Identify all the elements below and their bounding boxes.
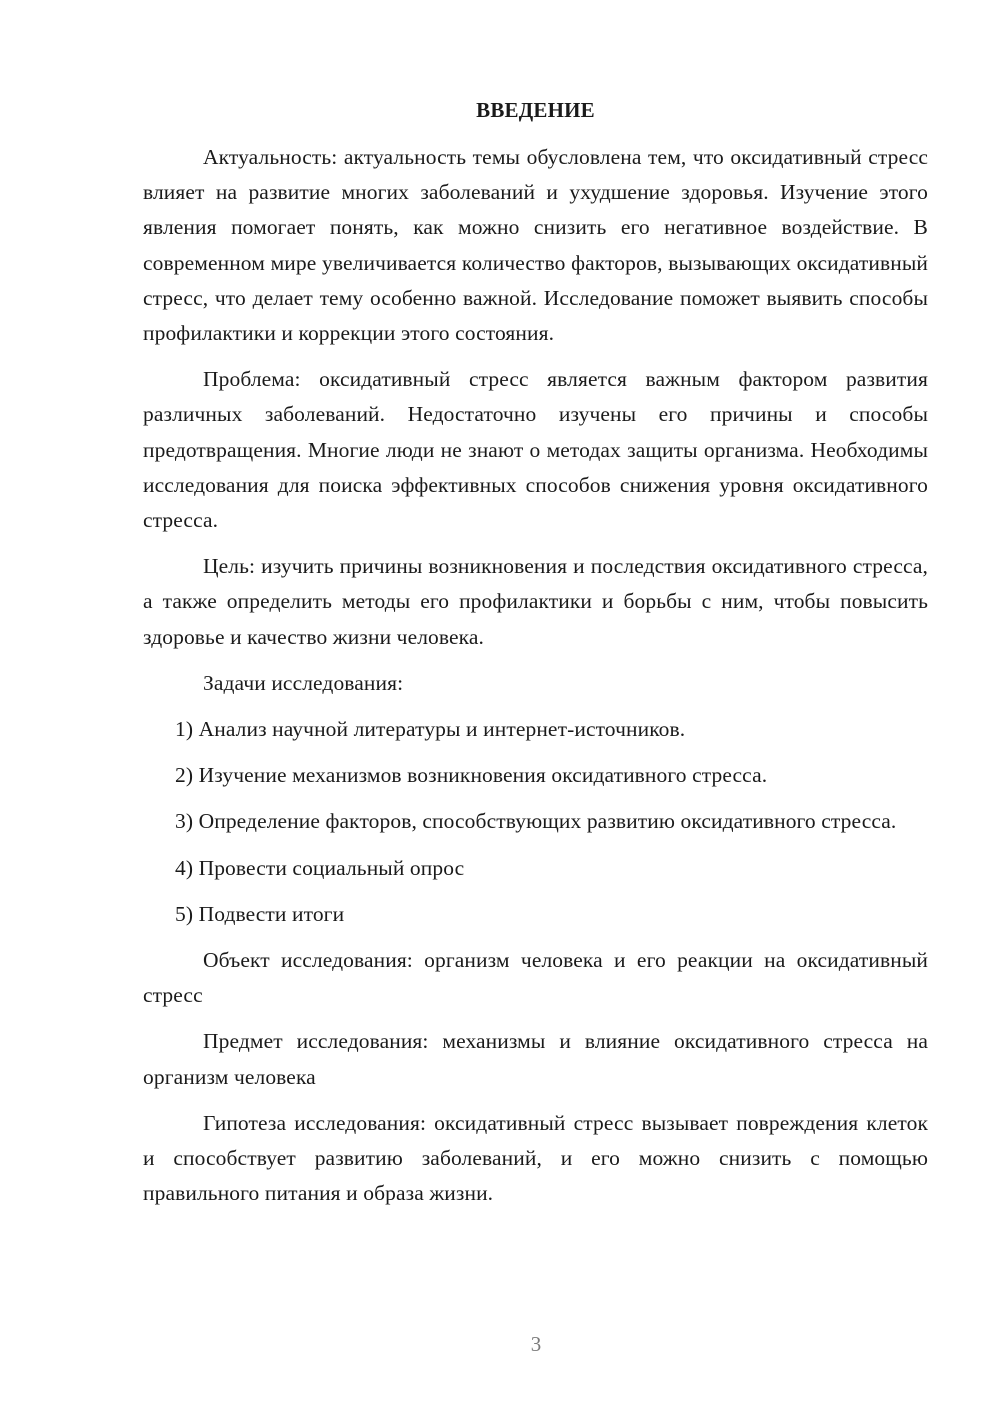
paragraph-problem: Проблема: оксидативный стресс является важным фактором развития различных заболеваний. Недостаточно изучены его причины и способы предотвращения. Многие люди не знают о методах защиты организма. Необходимы исследования для поиска эффективных способов снижения уровня оксидативного стресса. bbox=[143, 367, 928, 533]
task-item-5: 5) Подвести итоги bbox=[175, 901, 345, 926]
page-title: ВВЕДЕНИЕ bbox=[476, 98, 595, 122]
task-item-4: 4) Провести социальный опрос bbox=[175, 855, 465, 880]
paragraph-object: Объект исследования: организм человека и его реакции на оксидативный стресс bbox=[143, 948, 928, 1008]
page-content bbox=[143, 92, 928, 1222]
paragraph-hypothesis: Гипотеза исследования: оксидативный стресс вызывает повреждения клеток и способствует развитию заболеваний, и его можно снизить с помощью правильного питания и образа жизни. bbox=[143, 1110, 928, 1206]
paragraph-subject: Предмет исследования: механизмы и влияние оксидативного стресса на организм человека bbox=[143, 1029, 928, 1089]
task-item-3: 3) Определение факторов, способствующих развитию оксидативного стресса. bbox=[175, 809, 897, 834]
task-item-2: 2) Изучение механизмов возникновения оксидативного стресса. bbox=[175, 763, 768, 788]
paragraph-relevance: Актуальность: актуальность темы обусловлена тем, что оксидативный стресс влияет на развитие многих заболеваний и ухудшение здоровья. Изучение этого явления помогает понять, как можно снизить его негативное воздействие. В современном мире увеличивается количество факторов, вызывающих оксидативный стресс, что делает тему особенно важной. Исследование поможет выявить способы профилактики и коррекции этого состояния. bbox=[143, 145, 928, 346]
paragraph-goal: Цель: изучить причины возникновения и последствия оксидативного стресса, а также определить методы его профилактики и борьбы с ним, чтобы повысить здоровье и качество жизни человека. bbox=[143, 554, 928, 649]
page-number: 3 bbox=[530, 1332, 542, 1356]
task-item-1: 1) Анализ научной литературы и интернет-источников. bbox=[175, 717, 686, 742]
tasks-heading: Задачи исследования: bbox=[203, 670, 404, 695]
